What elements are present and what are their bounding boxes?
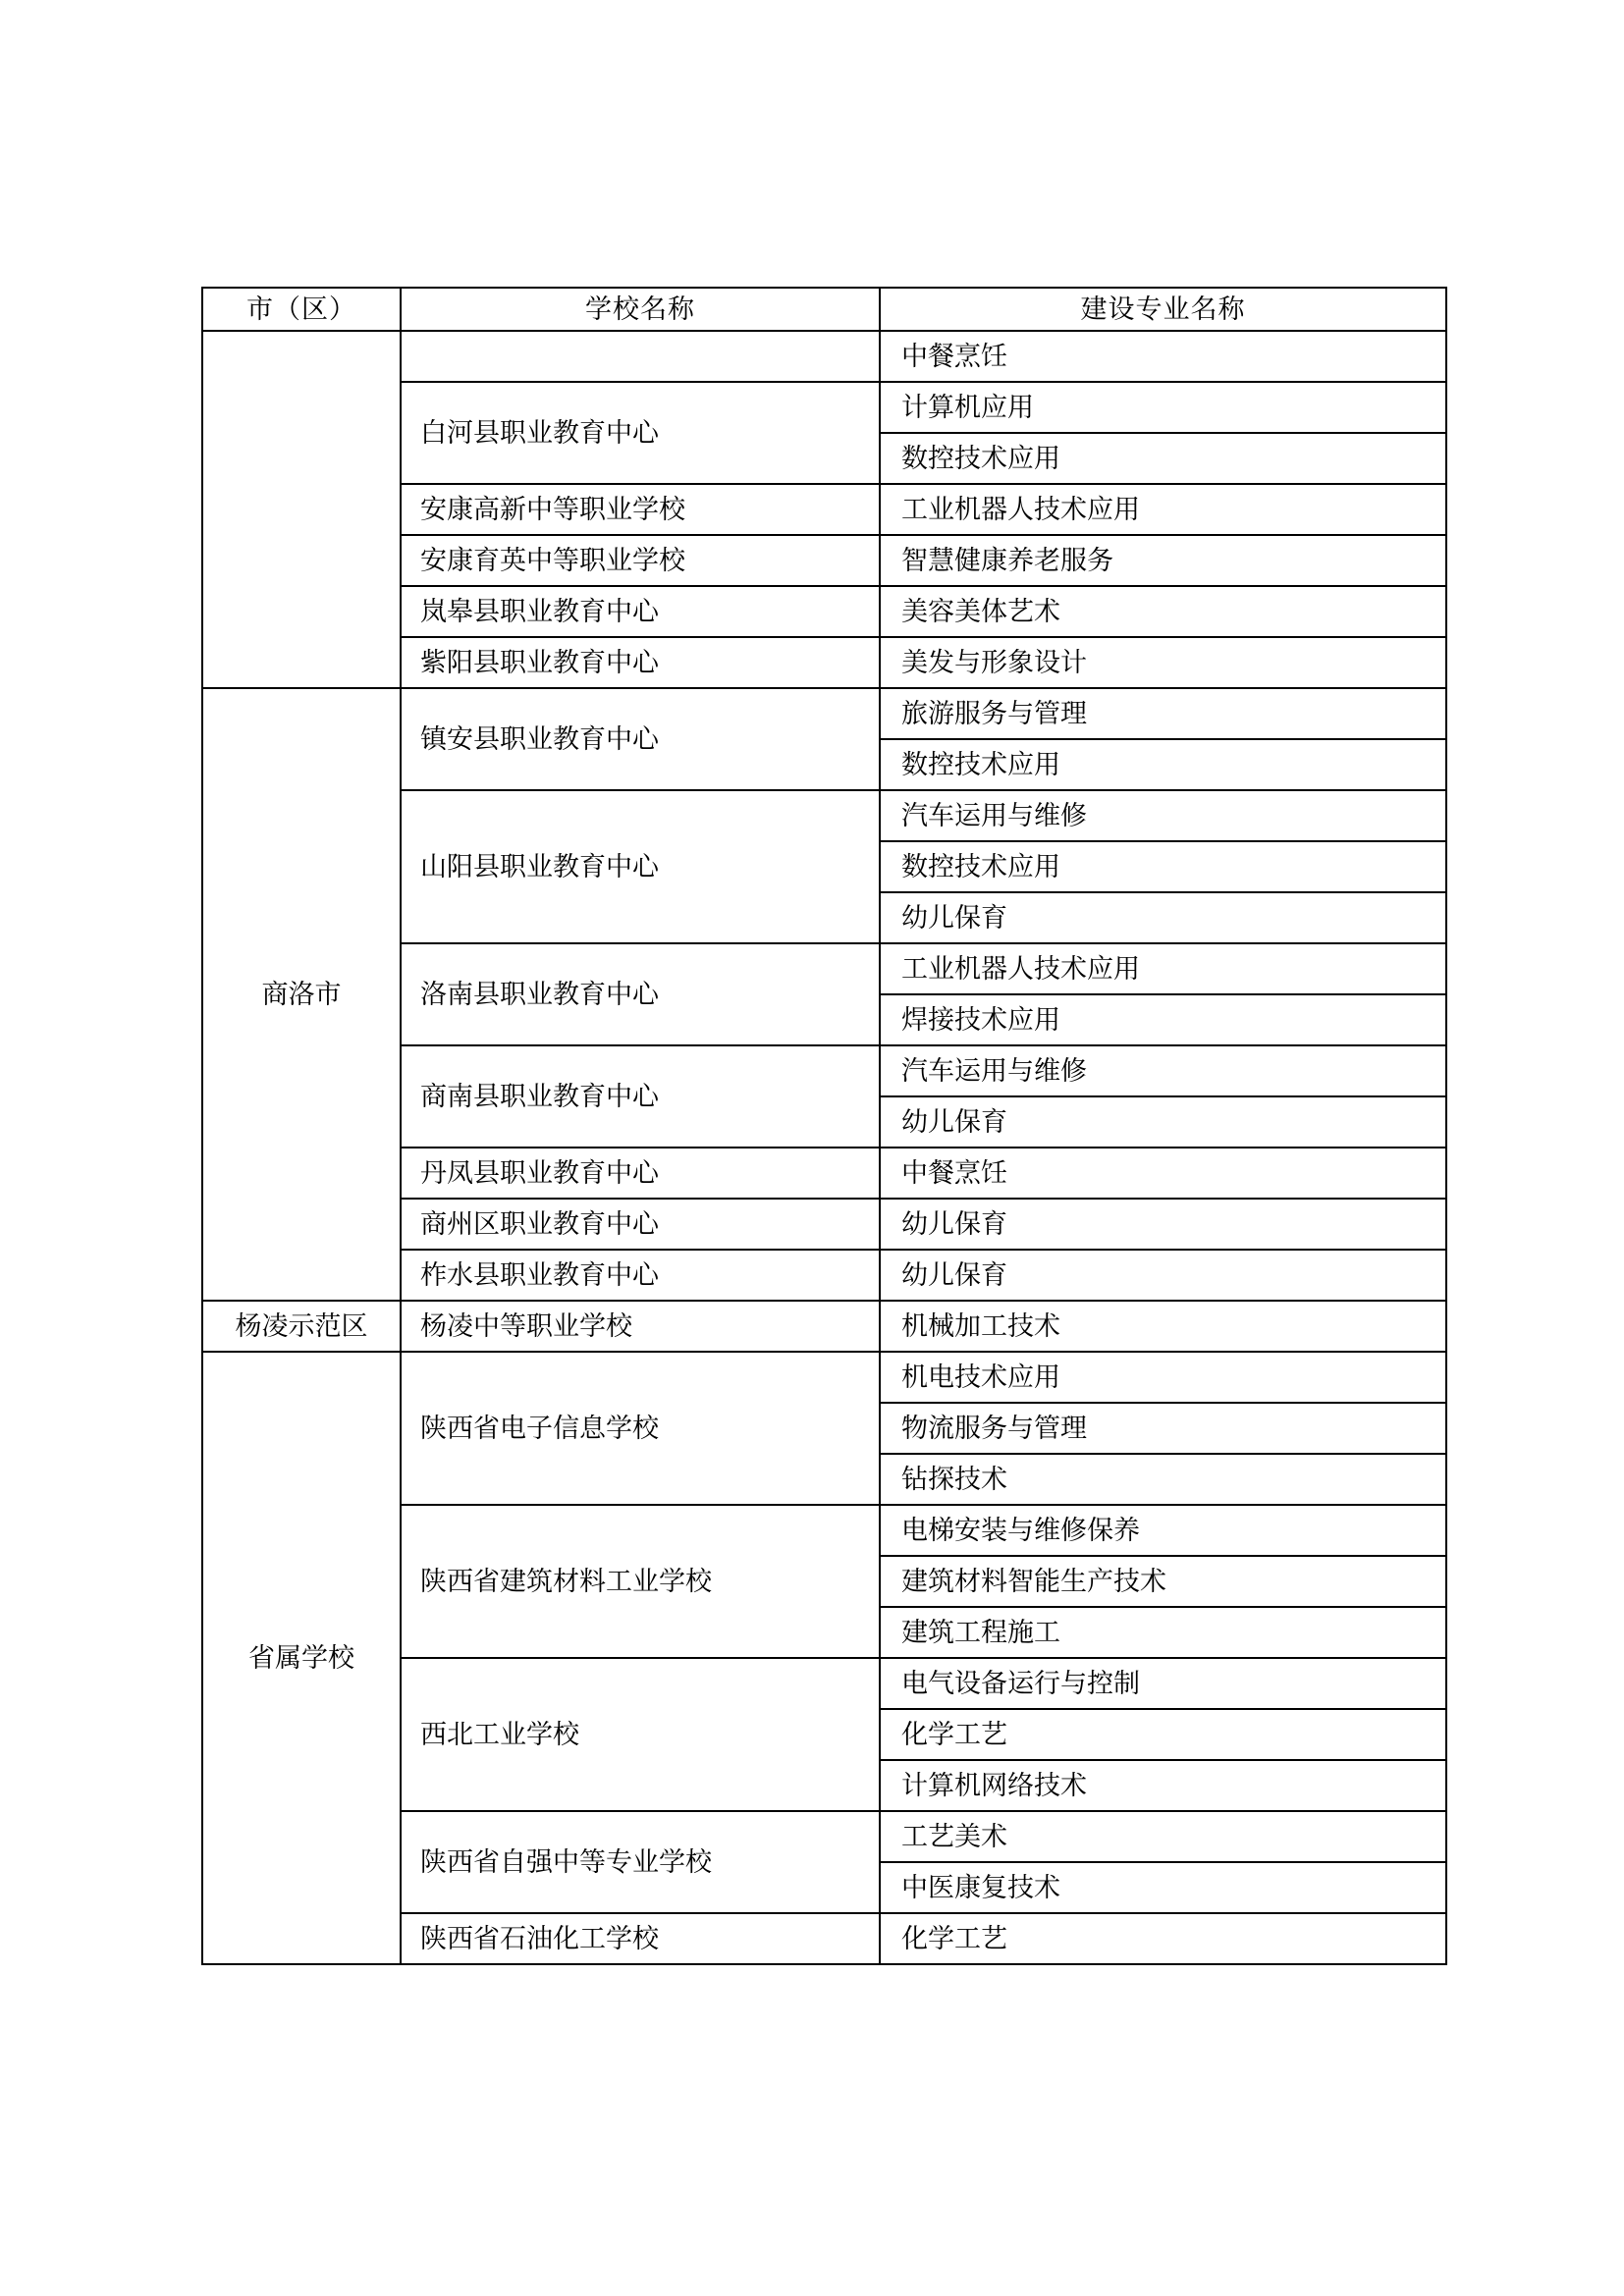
header-cell-school: 学校名称 bbox=[401, 288, 880, 331]
major-cell: 汽车运用与维修 bbox=[880, 1045, 1446, 1096]
major-cell: 电气设备运行与控制 bbox=[880, 1658, 1446, 1709]
major-cell: 物流服务与管理 bbox=[880, 1403, 1446, 1454]
major-cell: 汽车运用与维修 bbox=[880, 790, 1446, 841]
major-cell: 工业机器人技术应用 bbox=[880, 484, 1446, 535]
header-cell-region: 市（区） bbox=[202, 288, 401, 331]
major-cell: 智慧健康养老服务 bbox=[880, 535, 1446, 586]
major-cell: 工艺美术 bbox=[880, 1811, 1446, 1862]
school-cell: 紫阳县职业教育中心 bbox=[401, 637, 880, 688]
table-row bbox=[202, 1301, 1446, 1352]
header-cell-major: 建设专业名称 bbox=[880, 288, 1446, 331]
major-cell: 数控技术应用 bbox=[880, 739, 1446, 790]
major-cell: 美容美体艺术 bbox=[880, 586, 1446, 637]
major-cell: 机电技术应用 bbox=[880, 1352, 1446, 1403]
major-cell: 计算机网络技术 bbox=[880, 1760, 1446, 1811]
major-cell: 数控技术应用 bbox=[880, 433, 1446, 484]
major-cell: 数控技术应用 bbox=[880, 841, 1446, 892]
region-cell: 杨凌示范区 bbox=[202, 1301, 401, 1352]
table-row bbox=[202, 331, 1446, 382]
schools-majors-table bbox=[201, 287, 1447, 1965]
school-cell: 镇安县职业教育中心 bbox=[401, 688, 880, 790]
major-cell: 建筑工程施工 bbox=[880, 1607, 1446, 1658]
school-cell: 西北工业学校 bbox=[401, 1658, 880, 1811]
school-cell: 柞水县职业教育中心 bbox=[401, 1250, 880, 1301]
school-cell: 白河县职业教育中心 bbox=[401, 382, 880, 484]
major-cell: 化学工艺 bbox=[880, 1913, 1446, 1964]
region-cell: 省属学校 bbox=[202, 1352, 401, 1964]
school-cell: 岚皋县职业教育中心 bbox=[401, 586, 880, 637]
major-cell: 计算机应用 bbox=[880, 382, 1446, 433]
school-cell: 安康育英中等职业学校 bbox=[401, 535, 880, 586]
school-cell: 山阳县职业教育中心 bbox=[401, 790, 880, 943]
school-cell bbox=[401, 331, 880, 382]
region-cell: 商洛市 bbox=[202, 688, 401, 1301]
major-cell: 工业机器人技术应用 bbox=[880, 943, 1446, 994]
major-cell: 化学工艺 bbox=[880, 1709, 1446, 1760]
major-cell: 中餐烹饪 bbox=[880, 1148, 1446, 1199]
major-cell: 电梯安装与维修保养 bbox=[880, 1505, 1446, 1556]
table-row bbox=[202, 1352, 1446, 1403]
major-cell: 中医康复技术 bbox=[880, 1862, 1446, 1913]
major-cell: 焊接技术应用 bbox=[880, 994, 1446, 1045]
major-cell: 建筑材料智能生产技术 bbox=[880, 1556, 1446, 1607]
table-header-row bbox=[202, 288, 1446, 331]
school-cell: 陕西省电子信息学校 bbox=[401, 1352, 880, 1505]
region-cell bbox=[202, 331, 401, 688]
major-cell: 旅游服务与管理 bbox=[880, 688, 1446, 739]
school-cell: 陕西省建筑材料工业学校 bbox=[401, 1505, 880, 1658]
major-cell: 美发与形象设计 bbox=[880, 637, 1446, 688]
major-cell: 中餐烹饪 bbox=[880, 331, 1446, 382]
major-cell: 机械加工技术 bbox=[880, 1301, 1446, 1352]
major-cell: 钻探技术 bbox=[880, 1454, 1446, 1505]
school-cell: 杨凌中等职业学校 bbox=[401, 1301, 880, 1352]
major-cell: 幼儿保育 bbox=[880, 1250, 1446, 1301]
major-cell: 幼儿保育 bbox=[880, 892, 1446, 943]
major-cell: 幼儿保育 bbox=[880, 1096, 1446, 1148]
school-cell: 安康高新中等职业学校 bbox=[401, 484, 880, 535]
major-cell: 幼儿保育 bbox=[880, 1199, 1446, 1250]
table-body bbox=[202, 331, 1446, 1964]
school-cell: 陕西省石油化工学校 bbox=[401, 1913, 880, 1964]
school-cell: 洛南县职业教育中心 bbox=[401, 943, 880, 1045]
school-cell: 丹凤县职业教育中心 bbox=[401, 1148, 880, 1199]
school-cell: 商州区职业教育中心 bbox=[401, 1199, 880, 1250]
table-row bbox=[202, 688, 1446, 739]
school-cell: 商南县职业教育中心 bbox=[401, 1045, 880, 1148]
school-cell: 陕西省自强中等专业学校 bbox=[401, 1811, 880, 1913]
